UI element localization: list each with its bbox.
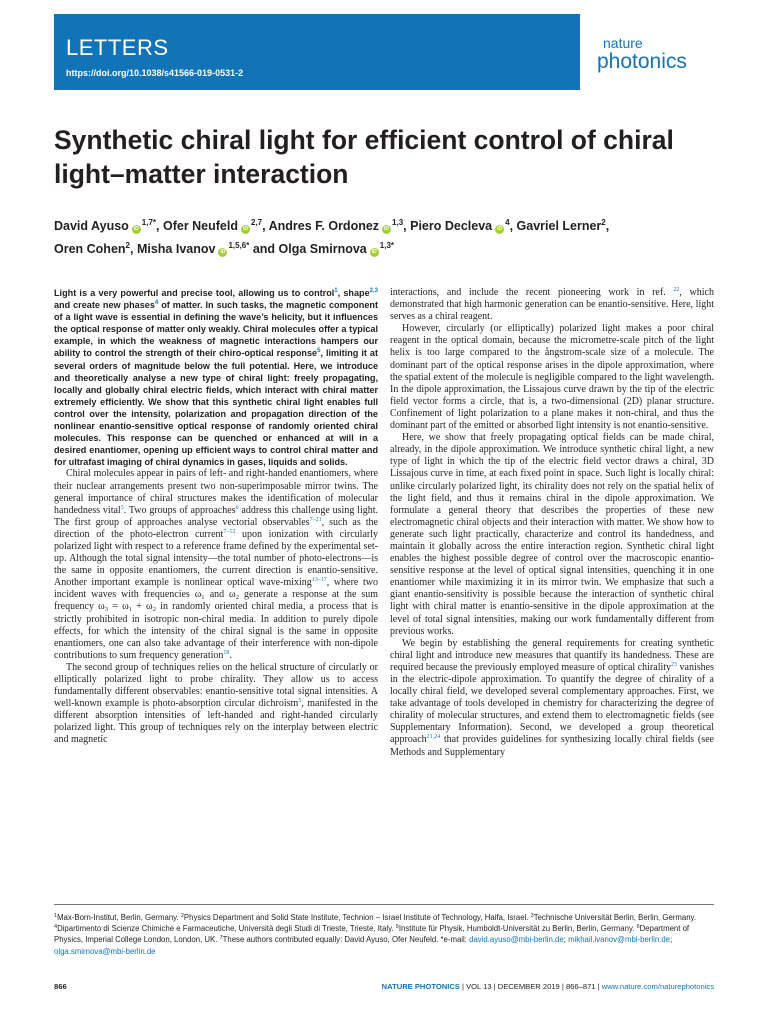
affiliation-number: 4 — [54, 924, 58, 931]
body-paragraph: We begin by establishing the general requirements for creating synthetic chiral light and introduce new measures that quantify its handedness. These are required because the previously employed measure of optical chirality$^{23}$ vanishes in the electric-dipole approximation. To quantify the degree of chirality of a locally chiral field, we developed several complementary approaches. First, we take advantage of tools developed in chemistry for characterizing the degree of chirality of molecular structures, and extend them to electromagnetic fields (see Supplementary Information). Second, we developed a group theoretical approach$^{21,24}$ that provides guidelines for synthesizing locally chiral fields (see Methods and Supplementary — [390, 637, 714, 758]
citation-ref[interactable]: 2,3 — [369, 288, 378, 294]
email-link[interactable]: olga.smirnova@mbi-berlin.de — [54, 946, 156, 956]
author-name[interactable]: Olga Smirnova — [278, 242, 367, 256]
email-label: *e-mail: — [440, 935, 470, 945]
orcid-icon[interactable]: iD — [497, 226, 503, 232]
affiliation-text: These authors contributed equally: David Ayuso, Ofer Neufeld. — [222, 935, 441, 945]
body-paragraph: Chiral molecules appear in pairs of left- and right-handed enantiomers, where their nuclear arrangements present two non-superimposable mirror twins. The general importance of chiral structures makes the identification of molecular handedness vital$^5$. Two groups of approaches$^6$ address this challenge using light. The first group of approaches analyse vectorial observables$^{7-21}$, such as the direction of the photo-electron current$^{7-12}$ upon ionization with circularly polarized light with respect to a reference frame defined by the experimental set-up. Although the total signal intensity—the total number of photo-electrons—is the same in opposite enantiomers, the current direction is enantio-sensitive. Another important example is nonlinear optical wave-mixing$^{13-17}$, where two incident waves with frequencies ω₁ and ω₂ generate a response at the sum frequency ω₃ = ω₁ + ω₂ in randomly oriented chiral media, a process that is strictly prohibited in isotropic non-chiral media. In addition to purely dipole effects, for which the intensity of the chiral signal is the same in opposite enantiomers, one can also take advantage of their interference with non-dipole contributions to sum frequency generation$^{18}$. — [54, 468, 379, 661]
citation-ref[interactable]: 22 — [673, 287, 680, 293]
author-affiliation: 1,7* — [141, 218, 157, 227]
journal-logo-bottom: photonics — [597, 50, 687, 73]
author-name[interactable]: Oren Cohen — [54, 242, 126, 256]
section-label: LETTERS — [66, 35, 169, 60]
author-affiliation: 4 — [505, 218, 510, 227]
orcid-icon[interactable]: iD — [133, 226, 139, 232]
affiliation-number: 6 — [636, 924, 640, 931]
article-title: Synthetic chiral light for efficient control of chiral light–matter interaction — [54, 125, 674, 189]
affiliation-number: 5 — [395, 924, 399, 931]
author-name[interactable]: David Ayuso — [54, 219, 129, 233]
footer-journal-name: NATURE PHOTONICS — [381, 982, 460, 991]
affiliation-text: Physics Department and Solid State Institute, Technion – Israel Institute of Technology, Haifa, Israel. — [183, 913, 531, 922]
author-affiliation: 1,3* — [379, 241, 394, 250]
footer-url[interactable]: www.nature.com/naturephotonics — [601, 982, 714, 991]
citation-ref[interactable]: 4 — [154, 300, 159, 307]
affiliation-number: 7 — [219, 935, 223, 942]
citation-ref[interactable]: 7–21 — [309, 516, 322, 523]
right-column — [390, 287, 714, 759]
journal-logo — [597, 36, 687, 72]
affiliation-text: Max-Born-Institut, Berlin, Germany. — [57, 913, 181, 922]
journal-logo-top: nature — [603, 35, 643, 51]
author-name[interactable]: Ofer Neufeld — [162, 219, 238, 233]
citation-ref[interactable]: 5 — [120, 504, 124, 511]
citation-ref[interactable]: 23 — [671, 661, 678, 668]
body-paragraph: interactions, and include the recent pioneering work in ref. $^{22}$, which demonstrated that high harmonic generation can be enantio-sensitive. Here, light serves as a chiral reagent. — [390, 287, 714, 323]
email-link[interactable]: david.ayuso@mbi-berlin.de — [469, 935, 564, 945]
affiliation-text: Department of Physics, Imperial College London, London, UK. — [54, 924, 690, 945]
left-column — [54, 287, 378, 747]
affiliation-text: Technische Universität Berlin, Berlin, Germany. — [533, 913, 697, 922]
affiliations-footnote: $^1$Max-Born-Institut, Berlin, Germany. $^2$Physics Department and Solid State Institute, Technion – Israel Institute of Technology, Haifa, Israel. $^3$Technische Universität Berlin, Berlin, Germany. $^4$Dipartimento di Scienze Chimiche e Farmaceutiche, Università degli Studi di Trieste, Trieste, Italy. $^5$Institute für Physik, Humboldt-Universität zu Berlin, Berlin, Germany. $^6$Department of Physics, Imperial College London, London, UK. $^7$These authors contributed equally: David Ayuso, Ofer Neufeld. *e-mail: david.ayuso@mbi-berlin.de; mikhail.ivanov@mbi-berlin.de; olga.smirnova@mbi-berlin.de — [54, 913, 697, 956]
author-name[interactable]: Andres F. Ordonez — [268, 219, 380, 233]
body-paragraph: However, circularly (or elliptically) polarized light makes a poor chiral reagent in the optical domain, because the micrometre-scale pitch of the light helix is too large compared to the ångstrom-scale size of a molecule. The dominant part of the optical response arises in the dipole approximation, where the spatial extent of the molecule is negligible compared to the light wavelength. In the dipole approximation, the Lissajous curve drawn by the tip of the electric field vector forms a circle, that is, a two-dimensional (2D) planar structure. Confinement of light polarization to a plane makes it non-chiral, and thus the dominant part of the emitted or absorbed light intensity is not enantio-sensitive. — [390, 323, 714, 432]
citation-ref[interactable]: 1 — [334, 288, 338, 294]
citation-ref[interactable]: 18 — [223, 649, 230, 656]
affiliation-text: Institute für Physik, Humboldt-Universität zu Berlin, Berlin, Germany. — [398, 924, 637, 934]
author-name[interactable]: Piero Decleva — [410, 219, 493, 233]
footer-issue: | VOL 13 | DECEMBER 2019 | 866–871 | — [459, 982, 602, 991]
affiliation-text: Dipartimento di Scienze Chimiche e Farmaceutiche, Università degli Studi di Trieste, Trieste, Italy. — [57, 924, 396, 934]
author-affiliation: 1,5,6* — [228, 241, 250, 250]
citation-ref[interactable]: 7–12 — [223, 528, 236, 535]
author-affiliation: 2 — [601, 218, 606, 227]
affiliation-number: 1 — [54, 913, 58, 919]
citation-ref[interactable]: 5 — [317, 348, 321, 355]
orcid-icon[interactable]: iD — [384, 226, 390, 232]
orcid-icon[interactable]: iD — [220, 249, 226, 255]
orcid-icon[interactable]: iD — [371, 249, 377, 255]
author-name[interactable]: Misha Ivanov — [136, 242, 216, 256]
author-affiliation: 2,7 — [251, 218, 263, 227]
body-paragraph: Here, we show that freely propagating optical fields can be made chiral, already, in the dipole approximation. We introduce synthetic chiral light, a new type of light in which the tip of the electric field vector draws a chiral, 3D Lissajous curve in time, at each fixed point in space. Such light is locally chiral: unlike circularly polarized light, its chirality does not rely on the spatial helix of the light field, and thus it remains chiral in the dipole approximation. We formulate a general theory that describes the properties of these new electromagnetic chiral objects and their interaction with matter. We show how to generate such light practically, characterize and control its handedness, and maintain it globally across the entire interaction region. Synthetic chiral light enables the highest possible degree of control over the macroscopic enantio-sensitive response at the level of optical signal intensities, quenching it in one enantiomer while maximizing it in its mirror twin. We emphasize that such a giant enantio-sensitivity is possible because the interaction of synthetic chiral light with chiral matter is enantio-sensitive in the dipole approximation at the level of total signal intensities, making our work fundamentally different from previous works. — [390, 432, 714, 637]
header-banner — [0, 14, 768, 90]
body-paragraph: The second group of techniques relies on the helical structure of circularly or elliptically polarized light to probe chirality. They allow us to access fundamentally different observables: enantio-sensitive total signal intensities. A well-known example is photo-absorption circular dichroism$^5$, manifested in the different absorption intensities of left-handed and right-handed circularly polarized light. This group of techniques rely on the interplay between electric and magnetic — [54, 661, 378, 746]
citation-ref[interactable]: 6 — [235, 504, 239, 511]
page-number: 866 — [54, 982, 67, 991]
doi-link[interactable]: https://doi.org/10.1038/s41566-019-0531-2 — [66, 68, 244, 78]
affiliation-number: 2 — [180, 913, 184, 919]
author-affiliation: 1,3 — [392, 218, 404, 227]
citation-ref[interactable]: 21,24 — [426, 734, 441, 741]
author-affiliation: 2 — [125, 241, 130, 250]
orcid-icon[interactable]: iD — [243, 226, 248, 232]
citation-ref[interactable]: 13–17 — [311, 577, 327, 584]
abstract-paragraph: Light is a very powerful and precise tool, allowing us to control$^1$, shape$^{2,3}$ and create new phases$^4$ of matter. In such tasks, the magnetic component of a light wave is essential in defining the wave’s helicity, but it influences the optical response of matter only weakly. Chiral molecules offer a typical example, in which the weakness of magnetic interactions hampers our ability to control the strength of their chiro-optical response$^5$, limiting it at several orders of magnitude below the full potential. Here, we introduce and theoretically analyse a new type of chiral light: freely propagating, locally and globally chiral electric fields, which interact with chiral matter extremely efficiently. We show that this synthetic chiral light enables full control over the intensity, polarization and propagation direction of the nonlinear enantio-sensitive optical response of randomly oriented chiral molecules. This response can be quenched or enhanced at will in a desired enantiomer, opening up efficient ways to control chiral matter and for ultrafast imaging of chiral dynamics in gases, liquids and solids. — [54, 288, 378, 468]
email-link[interactable]: mikhail.ivanov@mbi-berlin.de — [568, 935, 671, 945]
footnote-divider — [54, 904, 714, 905]
journal-footer — [382, 982, 714, 991]
citation-ref[interactable]: 5 — [298, 698, 302, 705]
author-name[interactable]: Gavriel Lerner — [516, 219, 602, 233]
affiliation-number: 3 — [530, 913, 534, 919]
author-list: David Ayuso $iD^{1,7*}$, Ofer Neufeld iD$^{2,7}$, Andres F. Ordonez iD$^{1,3}$, Piero Decleva $iD^4$, Gavriel Lerner$^2$, Oren Cohen$^2$, Misha Ivanov $iD^{1,5,6*}$ and Olga Smirnova $iD^{1,3*}$ — [54, 218, 610, 256]
